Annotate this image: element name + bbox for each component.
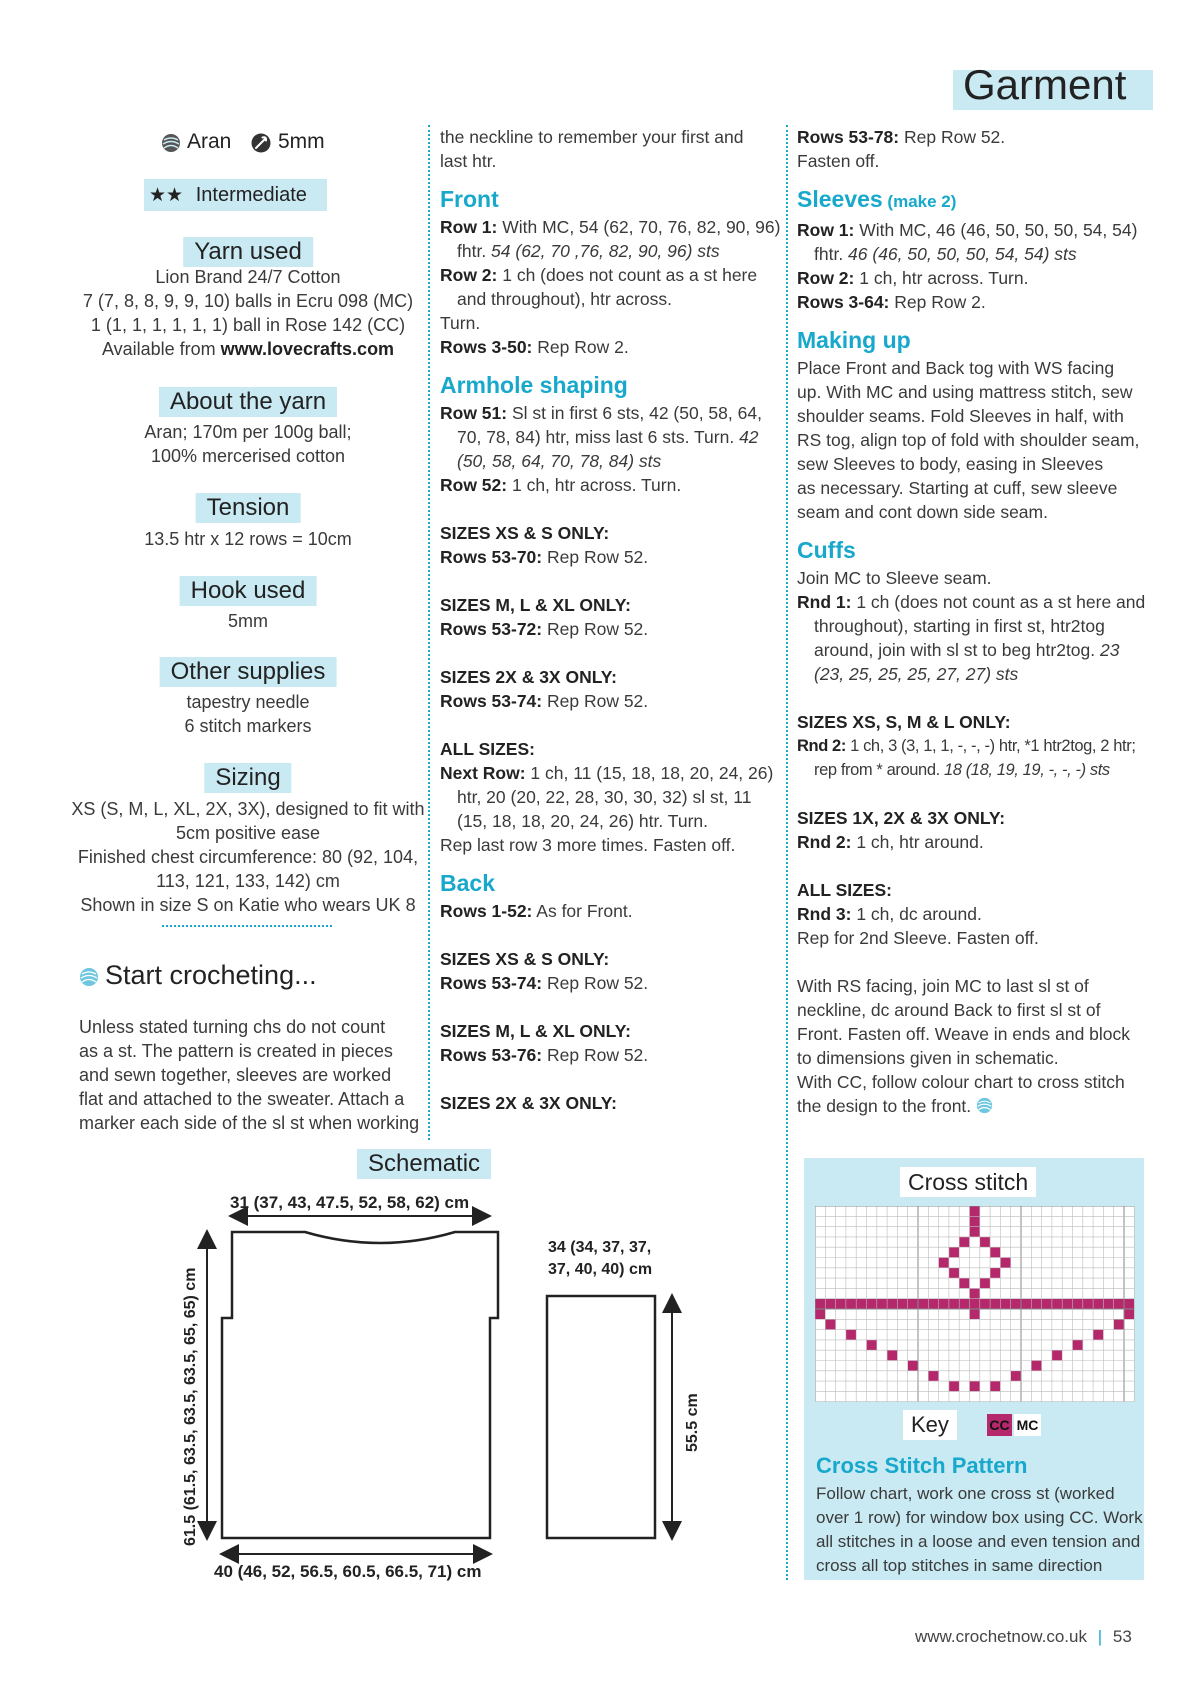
cc-stitch-cell [990,1381,1000,1391]
page-title: Garment [963,61,1127,108]
sleeves-row-1: Row 1: With MC, 46 (46, 50, 50, 50, 54, 54) fhtr. 46 (46, 50, 50, 50, 54, 54) sts [797,220,1138,264]
cc-stitch-cell [1073,1299,1083,1309]
cc-stitch-cell [867,1299,877,1309]
key-label: Key [903,1410,957,1440]
cc-stitch-cell [970,1288,980,1298]
sizes-label: ALL SIZES: [797,880,892,900]
cuffs-heading: Cuffs [797,537,856,563]
yarn-ball-icon [161,133,181,153]
cc-stitch-cell [1083,1299,1093,1309]
cc-stitch-cell [887,1350,897,1360]
sizes-label: SIZES M, L & XL ONLY: [440,595,631,615]
cc-stitch-cell [1114,1319,1124,1329]
cc-stitch-cell [939,1299,949,1309]
cc-stitch-cell [1073,1340,1083,1350]
about-line: Aran; 170m per 100g ball; [144,422,352,442]
about-line: 100% mercerised cotton [150,446,346,466]
schematic-diagram [170,1180,730,1600]
cross-stitch-panel [804,1158,1144,1580]
cc-stitch-cell [856,1299,866,1309]
start-line: Unless stated turning chs do not count [79,1017,386,1037]
cuffs-rnd-2b: Rnd 2: 1 ch, htr around. [797,832,984,852]
sleeve-width-label: 37, 40, 40) cm [548,1261,653,1278]
sleeve-width-label: 34 (34, 37, 37, [548,1239,652,1256]
back-heading: Back [440,870,495,896]
cc-stitch-cell [867,1340,877,1350]
about-yarn-heading: About the yarn [159,387,337,417]
schematic-heading: Schematic [357,1149,491,1179]
making-up-text: Place Front and Back tog with WS facing up. With MC and using mattress stitch, sew shoulder seams. Fold Sleeves in half, with RS tog, align top of fold with shoulder seam, sew Sleeves to body, easing in Sleeves as necessary. Starting at cuff, sew sleeve seam and cont down side seam. [797,358,1140,522]
cc-stitch-cell [949,1381,959,1391]
hook-used-text [70,609,426,633]
cc-stitch-cell [1011,1371,1021,1381]
yarn-line: 7 (7, 8, 8, 9, 9, 10) balls in Ecru 098 (MC) [82,291,414,311]
cc-stitch-cell [949,1268,959,1278]
body-height-label: 61.5 (61.5, 63.5, 63.5, 63.5, 65, 65) cm [182,1267,199,1546]
sizing-text [70,797,426,917]
cc-stitch-cell [959,1237,969,1247]
star-rating: ★★ [149,185,184,206]
front-heading: Front [440,186,499,212]
footer: www.crochetnow.co.uk | 53 [915,1627,1132,1646]
back-size-row: Rows 53-74: Rep Row 52. [440,973,649,993]
cross-stitch-text: Follow chart, work one cross st (worked over 1 row) for window box using CC. Work all stitches in a loose and even tension and cross all top stitches in same direction [816,1484,1143,1575]
sizes-label: SIZES M, L & XL ONLY: [440,1021,631,1041]
other-supplies-heading: Other supplies [160,657,337,687]
cc-stitch-cell [836,1299,846,1309]
hook-used-heading: Hook used [180,576,317,606]
start-line: and sewn together, sleeves are worked [79,1065,392,1085]
tension-text [70,527,426,551]
cc-stitch-cell [1093,1299,1103,1309]
top-width-label: 31 (37, 43, 47.5, 52, 58, 62) cm [230,1193,470,1212]
supply-line: tapestry needle [186,692,310,712]
cross-stitch-chart [815,1206,1135,1404]
cc-stitch-cell [877,1299,887,1309]
cc-stitch-cell [970,1299,980,1309]
available-prefix: Available from [101,339,221,359]
skill-level: Intermediate [195,184,307,206]
back-size-row: Rows 53-76: Rep Row 52. [440,1045,649,1065]
start-line: marker each side of the sl st when working [79,1113,420,1133]
yarn-ball-icon [976,1097,993,1114]
sizes-label: SIZES XS & S ONLY: [440,949,610,969]
sleeve-piece-outline [547,1296,655,1538]
dotted-separator [162,925,332,927]
finishing-text: With RS facing, join MC to last sl st of neckline, dc around Back to first sl st of Front. Fasten off. Weave in ends and block to dimensions given in schematic. With CC, follow colour chart to cross stitch the design to the front. [797,976,1131,1116]
cross-stitch-pattern-heading: Cross Stitch Pattern [816,1453,1028,1478]
cc-stitch-cell [980,1237,990,1247]
yarn-ball-icon [79,967,99,987]
cc-stitch-cell [815,1299,825,1309]
start-crocheting-text [79,1015,439,1135]
yarn-line: 1 (1, 1, 1, 1, 1, 1) ball in Rose 142 (CC) [90,315,406,335]
cc-stitch-cell [887,1299,897,1309]
cc-stitch-cell [908,1361,918,1371]
sizes-label: SIZES 2X & 3X ONLY: [440,667,617,687]
cc-stitch-cell [928,1299,938,1309]
yarn-used-text [70,265,426,361]
cc-stitch-cell [970,1206,980,1216]
sizes-label: SIZES 2X & 3X ONLY: [440,1093,617,1113]
cc-stitch-cell [959,1278,969,1288]
start-line: as a st. The pattern is created in pieces [79,1041,393,1061]
yarn-used-heading: Yarn used [183,237,313,267]
other-supplies-text [70,690,426,738]
cross-stitch-title: Cross stitch [900,1167,1036,1197]
sizing-line: Shown in size S on Katie who wears UK 8 [80,895,416,915]
cc-stitch-cell [1000,1299,1010,1309]
cc-stitch-cell [1031,1299,1041,1309]
cc-stitch-cell [970,1227,980,1237]
key-cc-swatch: CC [987,1414,1012,1436]
sleeves-rows-3-64: Rows 3-64: Rep Row 2. [797,292,986,312]
back-rows-1-52: Rows 1-52: As for Front. [440,901,633,921]
cc-stitch-cell [970,1381,980,1391]
cuffs-repeat: Rep for 2nd Sleeve. Fasten off. [797,928,1039,948]
start-crocheting-heading: Start crocheting... [105,960,317,990]
instructions-column-2 [440,125,785,1115]
front-rows-3-50: Rows 3-50: Rep Row 2. [440,337,629,357]
yarn-weight: Aran [187,130,232,153]
armhole-repeat: Rep last row 3 more times. Fasten off. [440,835,736,855]
armhole-next-row: Next Row: 1 ch, 11 (15, 18, 18, 20, 24, 26) htr, 20 (20, 22, 28, 30, 30, 32) sl st, 11 (15, 18, 18, 20, 24, 26) htr. Turn. [440,763,774,831]
back-rows-53-78: Rows 53-78: Rep Row 52. [797,127,1006,147]
armhole-size-row: Rows 53-72: Rep Row 52. [440,619,649,639]
hook-size-badge: 5mm [278,130,325,153]
cc-stitch-cell [1042,1299,1052,1309]
fasten-off: Fasten off. [797,151,880,171]
cc-stitch-cell [970,1309,980,1319]
instructions-column-3 [797,125,1152,1118]
cc-stitch-cell [825,1299,835,1309]
cc-stitch-cell [949,1247,959,1257]
intro-line: last htr. [440,151,497,171]
cc-stitch-cell [918,1299,928,1309]
cc-stitch-cell [908,1299,918,1309]
cc-stitch-cell [990,1299,1000,1309]
sizes-label: ALL SIZES: [440,739,535,759]
cc-stitch-cell [980,1278,990,1288]
cc-stitch-cell [1124,1309,1134,1319]
cc-stitch-cell [990,1268,1000,1278]
supply-line: 6 stitch markers [184,716,312,736]
armhole-size-row: Rows 53-74: Rep Row 52. [440,691,649,711]
cuffs-rnd-2: Rnd 2: 1 ch, 3 (3, 1, 1, -, -, -) htr, *1 htr2tog, 2 htr; rep from * around. 18 (18, 19, 19, -, -, -) sts [797,737,1136,779]
sizes-label: SIZES 1X, 2X & 3X ONLY: [797,808,1006,828]
sizing-line: 113, 121, 133, 142) cm [156,871,340,891]
sizing-line: XS (S, M, L, XL, 2X, 3X), designed to fit with [71,799,425,819]
making-up-heading: Making up [797,327,911,353]
cc-stitch-cell [1052,1350,1062,1360]
column-divider [786,125,788,1580]
cc-stitch-cell [1052,1299,1062,1309]
armhole-size-row: Rows 53-70: Rep Row 52. [440,547,649,567]
cc-stitch-cell [815,1309,825,1319]
cc-stitch-cell [1093,1330,1103,1340]
sizing-line: Finished chest circumference: 80 (92, 104, [77,847,419,867]
cc-stitch-cell [846,1299,856,1309]
cc-stitch-cell [1124,1299,1134,1309]
footer-url[interactable]: www.crochetnow.co.uk [915,1627,1087,1646]
skill-level-badge [144,179,327,211]
sizes-label: SIZES XS, S, M & L ONLY: [797,712,1011,732]
bottom-width-label: 40 (46, 52, 56.5, 60.5, 66.5, 71) cm [214,1562,482,1581]
cc-stitch-cell [897,1299,907,1309]
cc-stitch-cell [825,1319,835,1329]
cc-stitch-cell [1103,1299,1113,1309]
hook-icon [251,133,271,153]
yarn-line: Lion Brand 24/7 Cotton [155,267,341,287]
sleeves-row-2: Row 2: 1 ch, htr across. Turn. [797,268,1029,288]
cc-stitch-cell [1021,1299,1031,1309]
armhole-row-51: Row 51: Sl st in first 6 sts, 42 (50, 58, 64, 70, 78, 84) htr, miss last 6 sts. Turn. 42 (50, 58, 64, 70, 78, 84) sts [440,403,762,471]
sizing-line: 5cm positive ease [175,823,321,843]
cuffs-join: Join MC to Sleeve seam. [797,568,992,588]
about-yarn-text [70,420,426,468]
armhole-shaping-heading: Armhole shaping [440,372,628,398]
key-mc-swatch: MC [1014,1414,1041,1436]
cc-stitch-cell [1031,1361,1041,1371]
yarn-available [70,337,426,361]
cc-stitch-cell [1000,1258,1010,1268]
cc-stitch-cell [1114,1299,1124,1309]
cuffs-rnd-3: Rnd 3: 1 ch, dc around. [797,904,982,924]
column-divider [428,125,430,1140]
front-row-2: Row 2: 1 ch (does not count as a st here and throughout), htr across. [440,265,758,309]
front-row-1: Row 1: With MC, 54 (62, 70, 76, 82, 90, 96) fhtr. 54 (62, 70 ,76, 82, 90, 96) sts [440,217,781,261]
body-piece-outline [222,1232,498,1538]
tension-line: 13.5 htr x 12 rows = 10cm [144,529,352,549]
hook-line: 5mm [228,611,268,631]
start-line: flat and attached to the sweater. Attach a [79,1089,405,1109]
armhole-row-52: Row 52: 1 ch, htr across. Turn. [440,475,682,495]
sizes-label: SIZES XS & S ONLY: [440,523,610,543]
cc-stitch-cell [1011,1299,1021,1309]
cc-stitch-cell [980,1299,990,1309]
tension-heading: Tension [196,493,301,523]
cc-stitch-cell [1062,1299,1072,1309]
front-row-2-turn: Turn. [440,313,481,333]
cc-stitch-cell [959,1299,969,1309]
cc-stitch-cell [846,1330,856,1340]
cc-stitch-cell [939,1258,949,1268]
sizing-heading: Sizing [204,763,291,793]
cc-stitch-cell [970,1216,980,1226]
cuffs-rnd-1: Rnd 1: 1 ch (does not count as a st here and throughout), starting in first st, htr2tog around, join with sl st to beg htr2tog. 23 (23, 25, 25, 25, 27, 27) sts [797,592,1146,684]
sleeves-heading: Sleeves (make 2) [797,186,957,212]
sleeve-length-label: 55.5 cm [684,1393,701,1452]
cc-stitch-cell [949,1299,959,1309]
intro-line: the neckline to remember your first and [440,127,744,147]
lovecrafts-link[interactable]: www.lovecrafts.com [220,339,395,359]
cc-stitch-cell [990,1247,1000,1257]
page-number: 53 [1112,1627,1132,1646]
cc-stitch-cell [928,1371,938,1381]
